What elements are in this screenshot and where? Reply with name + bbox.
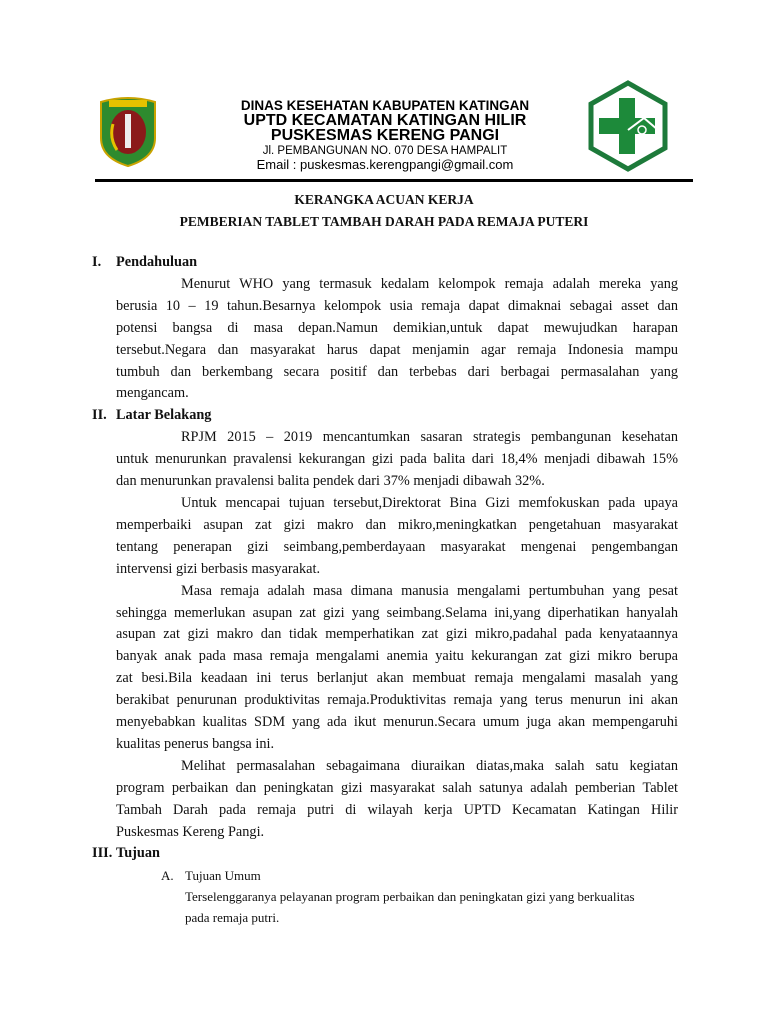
puskesmas-logo: [588, 80, 668, 172]
paragraph-line: intervensi gizi berbasis masyarakat.: [116, 560, 321, 577]
paragraph-line: tersebut.Negara dan masyarakat harus dapat menjamin agar remaja Indonesia mampu: [116, 341, 678, 358]
paragraph-line: Puskesmas Kereng Pangi.: [116, 823, 265, 840]
header-email: Email : puskesmas.kerengpangi@gmail.com: [256, 157, 514, 172]
paragraph-line: asupan zat gizi makro dan tidak memperhatikan zat gizi mikro,padahal pada kenyataannya: [116, 626, 678, 643]
document-title: KERANGKA ACUAN KERJA: [294, 192, 474, 207]
paragraph-line: program perbaikan dan peningkatan gizi masyarakat salah satunya adalah pemberian Tablet: [116, 779, 678, 796]
paragraph-line: untuk menurunkan pravalensi kekurangan gizi pada balita dari 18,4% menjadi dibawah 15%: [116, 451, 678, 468]
header-agency: DINAS KESEHATAN KABUPATEN KATINGAN: [240, 98, 530, 113]
paragraph-line: Menurut WHO yang termasuk kedalam kelompok remaja adalah mereka yang: [181, 275, 678, 292]
paragraph-line: berusia 10 – 19 tahun.Besarnya kelompok usia remaja dapat dimaknai sebagai asset dan: [116, 297, 678, 314]
paragraph-line: sehingga memerlukan asupan zat gizi yang seimbang.Selama ini,yang diperhatikan hanyalah: [116, 604, 678, 621]
section-title: Tujuan: [116, 845, 160, 862]
paragraph-line: RPJM 2015 – 2019 mencantumkan sasaran strategis pembangunan kesehatan: [181, 429, 678, 446]
section-heading: [92, 252, 678, 274]
paragraph-line: tumbuh dan berkembang secara positif dan terbebas dari berbagai permasalahan yang: [116, 363, 678, 380]
kabupaten-katingan-emblem: [97, 94, 159, 168]
paragraph-line: tentang penerapan gizi seimbang,pemberdayaan masyarakat mengenai pengembangan: [116, 538, 678, 555]
subsection-line: pada remaja putri.: [185, 910, 280, 926]
section-heading: [92, 405, 678, 427]
document-subtitle: PEMBERIAN TABLET TAMBAH DARAH PADA REMAJA PUTERI: [179, 214, 589, 229]
section-number: II.: [92, 407, 107, 424]
document-body: [92, 252, 678, 928]
paragraph-line: Masa remaja adalah masa dimana manusia mengalami pertumbuhan yang pesat: [181, 582, 678, 599]
paragraph-line: Melihat permasalahan sebagaimana diuraikan diatas,maka salah satu kegiatan: [181, 757, 678, 774]
section-heading: [92, 843, 678, 865]
header-address: Jl. PEMBANGUNAN NO. 070 DESA HAMPALIT: [262, 145, 508, 157]
subsection-number: A.: [161, 868, 174, 884]
paragraph-line: memperbaiki asupan zat gizi makro dan mikro,meningkatkan pengetahuan masyarakat: [116, 516, 678, 533]
section-number: III.: [92, 845, 113, 862]
paragraph-line: Tambah Darah pada remaja putri di wilayah kerja UPTD Kecamatan Katingan Hilir: [116, 801, 678, 818]
paragraph-line: kualitas penerus bangsa ini.: [116, 735, 275, 752]
section-number: I.: [92, 254, 102, 270]
paragraph-line: berakibat penurunan produktivitas remaja.Produktivitas remaja yang terus menurun ini akan: [116, 692, 678, 709]
subsection-line: Terselenggaranya pelayanan program perbaikan dan peningkatan gizi yang berkualitas: [185, 889, 635, 905]
paragraph-line: potensi bangsa di masa depan.Namun demikian,untuk dapat mewujudkan harapan: [116, 319, 678, 336]
section-title: Pendahuluan: [116, 254, 198, 270]
header-puskesmas: PUSKESMAS KERENG PANGI: [270, 127, 500, 144]
subsection-heading: [161, 866, 678, 886]
header-uptd: UPTD KECAMATAN KATINGAN HILIR: [243, 112, 527, 129]
paragraph-line: zat besi.Bila keadaan ini terus berlanjut akan membuat remaja mengalami masalah yang: [116, 670, 678, 687]
paragraph-line: banyak anak pada masa remaja mengalami anemia yaitu kekurangan zat gizi mikro berupa: [116, 648, 678, 665]
paragraph-line: mengancam.: [116, 385, 189, 402]
paragraph-line: dan menurunkan pravalensi balita pendek dari 37% menjadi dibawah 32%.: [116, 473, 545, 490]
paragraph-line: menyebabkan kualitas SDM yang ada ikut menurun.Secara umum juga akan mempengaruhi: [116, 714, 678, 731]
section-title: Latar Belakang: [116, 407, 212, 424]
header-divider: [95, 179, 693, 182]
paragraph-line: Untuk mencapai tujuan tersebut,Direktorat Bina Gizi memfokuskan pada upaya: [181, 494, 678, 511]
subsection-title: Tujuan Umum: [185, 868, 261, 884]
